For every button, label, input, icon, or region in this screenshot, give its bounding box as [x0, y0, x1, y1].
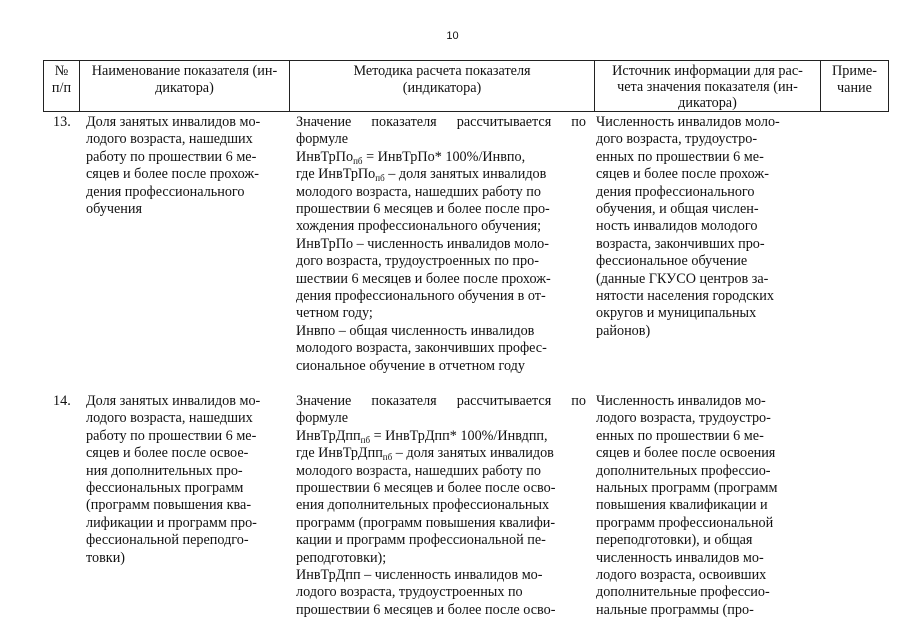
row-14-num: 14. [53, 393, 71, 409]
row-13-num: 13. [53, 114, 71, 130]
header-method: Методика расчета показателя (индикатора) [353, 63, 531, 97]
header-num: № п/п [51, 63, 72, 97]
method-line: ИнвТрДпп$_{пб}$ = ИнвТрДпп* 100%/Инвдпп, [296, 427, 548, 445]
method-line: шествии 6 месяцев и более после прохож- [296, 270, 551, 287]
method-line: формуле [296, 410, 348, 427]
row-13-name: Доля занятых инвалидов мо- лодого возраста, нашедших работу по прошествии 6 ме- сяцев и более после прохож- дения профессионального обучения [86, 114, 261, 218]
method-line: лодого возраста, трудоустроенных по [296, 584, 523, 601]
method-line: программ (программ повышения квалифи- [296, 514, 556, 531]
method-line: прошествии 6 месяцев и более после осво- [296, 480, 556, 497]
header-name: Наименование показателя (ин- дикатора) [91, 63, 278, 97]
header-source: Источник информации для рас- чета значения показателя (ин- дикатора) [612, 63, 803, 111]
method-line: ИнвТрДпп – численность инвалидов мо- [296, 567, 543, 584]
method-line: дения профессионального обучения в от- [296, 288, 546, 305]
method-line: молодого возраста, нашедших работу по [296, 183, 541, 200]
row-14-source: Численность инвалидов мо- лодого возраста, трудоустро- енных по прошествии 6 ме- сяцев и более после освоения дополнительных профессио- нальных программ (программ повышения квалификации и программ профессиональной переподготовки), и общая численность инвалидов мо- лодого возраста, освоивших дополнительные профессио- нальные программы (про- [596, 393, 778, 618]
method-line: ИнвТрПо$_{пб}$ = ИнвТрПо* 100%/Инвпо, [296, 148, 526, 166]
page-number: 10 [446, 30, 459, 42]
method-line: кации и программ профессиональной пе- [296, 532, 546, 549]
row-14-method: Значение показателя рассчитывается по формуле ИнвТрДпп$_{пб}$ = ИнвТрДпп* 100%/Инвдпп, где ИнвТрДпп$_{пб}$ – доля занятых инвалидов молодого возраста, нашедших работу по прошествии 6 месяцев и более после осво- ения дополнительных профессиональных программ (программ повышения квалифи- кации и программ профессиональной пе- реподготовки); ИнвТрДпп – численность инвалидов мо- лодого возраста, трудоустроенных по прошествии 6 месяцев и более после осво- [296, 393, 586, 618]
header-bottom-border [43, 111, 889, 112]
method-line: четном году; [296, 305, 373, 322]
method-line: сиональное обучение в отчетном году [296, 357, 525, 374]
method-line: где ИнвТрПо$_{пб}$ – доля занятых инвалидов [296, 166, 547, 184]
method-line: дого возраста, трудоустроенных по про- [296, 253, 539, 270]
row-13-source: Численность инвалидов моло- дого возраста, трудоустро- енных по прошествии 6 ме- сяцев и более после прохож- дения профессионального обучения, и общая числен- ность инвалидов молодого возраста, закончивших про- фессиональное обучение (данные ГКУСО центров за- нятости населения городских округов и муниципальных районов) [596, 114, 780, 339]
method-line: прошествии 6 месяцев и более после про- [296, 201, 550, 218]
row-13-method: Значение показателя рассчитывается по формуле ИнвТрПо$_{пб}$ = ИнвТрПо* 100%/Инвпо, где ИнвТрПо$_{пб}$ – доля занятых инвалидов молодого возраста, нашедших работу по прошествии 6 месяцев и более после про- хождения профессионального обучения; ИнвТрПо – численность инвалидов моло- дого возраста, трудоустроенных по про- шествии 6 месяцев и более после прохож- дения профессионального обучения в от- четном году; Инвпо – общая численность инвалидов молодого возраста, закончивших профес- сиональное обучение в отчетном году [296, 114, 586, 374]
method-line: молодого возраста, нашедших работу по [296, 462, 541, 479]
method-line: ения дополнительных профессиональных [296, 497, 550, 514]
row-14-name: Доля занятых инвалидов мо- лодого возраста, нашедших работу по прошествии 6 ме- сяцев и более после освое- ния дополнительных про- фессиональных программ (программ повышения ква- лификации и программ про- фессиональной переподго- товки) [86, 393, 261, 566]
method-line: где ИнвТрДпп$_{пб}$ – доля занятых инвалидов [296, 445, 554, 463]
method-line: молодого возраста, закончивших профес- [296, 340, 547, 357]
method-line: ИнвТрПо – численность инвалидов моло- [296, 235, 549, 252]
method-line: прошествии 6 месяцев и более после осво- [296, 601, 556, 618]
header-top-border [43, 60, 889, 61]
header-border-right [888, 60, 889, 112]
header-note: Приме- чание [832, 63, 877, 97]
method-line: реподготовки); [296, 549, 387, 566]
method-line: формуле [296, 131, 348, 148]
method-line: хождения профессионального обучения; [296, 218, 542, 235]
method-line: Инвпо – общая численность инвалидов [296, 322, 535, 339]
